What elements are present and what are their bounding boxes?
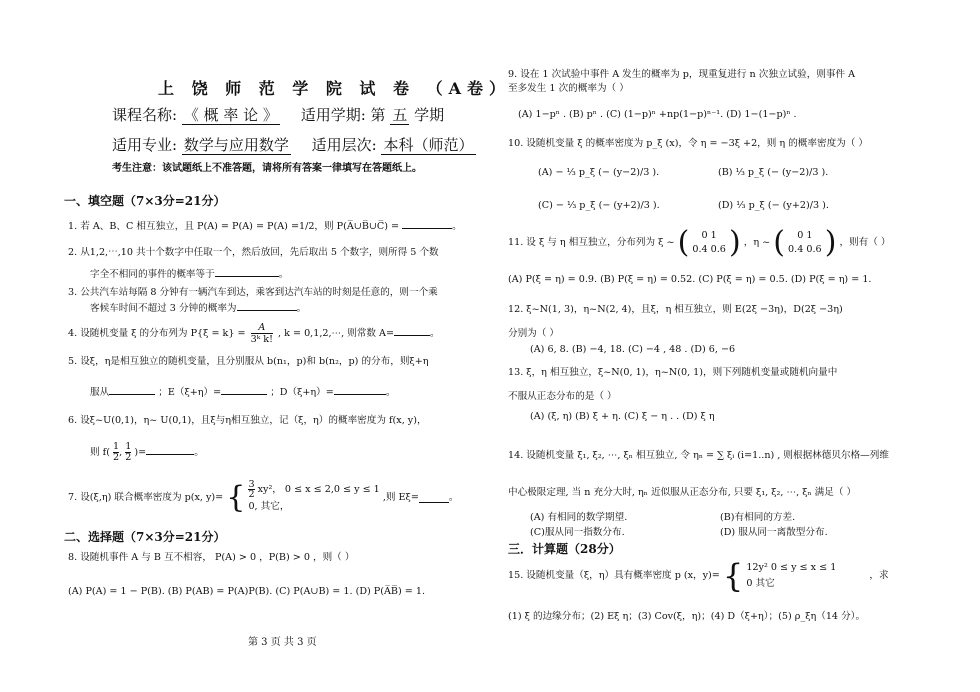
question-13: 13. ξ，η 相互独立，ξ~N(0, 1)，η~N(0, 1)，则下列随机变量或随机向量中 不服从正态分布的是（ ） [508, 367, 838, 402]
page-footer: 第 3 页 共 3 页 [248, 637, 317, 648]
question-3: 3. 公共汽车站每隔 8 分钟有一辆汽车到达，乘客到达汽车站的时刻是任意的，则一个乘 客候车时间不超过 3 分钟的概率为 。 [68, 287, 438, 314]
major-label: 适用专业: [112, 136, 178, 154]
course-value: 《 概 率 论 》 [183, 106, 278, 124]
question-8: 8. 设随机事件 A 与 B 互不相容， P(A) > 0 ，P(B) > 0 ，则（ ） [68, 552, 355, 563]
question-11-options: (A) P(ξ = η) = 0.9. (B) P(ξ = η) = 0.52. (C) P(ξ = η) = 0.5. (D) P(ξ = η) = 1. [508, 274, 872, 285]
question-10-option-a: (A) − ⅓ p_ξ (− (y−2)/3 ). [538, 167, 660, 178]
section-3-heading: 三．计算题（28分） [508, 542, 621, 556]
level-label: 适用层次: [311, 136, 377, 154]
term-label: 适用学期: [300, 106, 366, 124]
question-10-option-c: (C) − ⅓ p_ξ (− (y+2)/3 ). [538, 200, 660, 211]
question-12-options: (A) 6, 8. (B) −4, 18. (C) −4 , 48 . (D) 6, −6 [530, 344, 736, 355]
term-suffix: 学期 [414, 106, 445, 124]
exam-notice: 考生注意：该试题纸上不准答题，请将所有答案一律填写在答题纸上。 [112, 163, 422, 174]
right-column [490, 0, 980, 692]
question-14-option-a: (A) 有相同的数学期望. [530, 512, 628, 523]
section-1-heading: 一、填空题（7×3分=21分） [64, 194, 226, 208]
question-5: 5. 设ξ，η是相互独立的随机变量，且分别服从 b(n₁，p)和 b(n₂，p) 的分布，则ξ+η 服从 ；E（ξ+η）= ；D（ξ+η）= 。 [68, 356, 429, 398]
question-6: 6. 设ξ~U(0,1)，η~ U(0,1)，且ξ与η相互独立，记（ξ，η）的概率密度为 f(x, y)， 则 f( $\frac{1}{2}$ , $\frac{1}{2}$ )= 。 [68, 415, 427, 463]
level-value: 本科（师范） [383, 136, 474, 154]
question-15-parts: (1) ξ 的边缘分布；(2) Eξ η；(3) Cov(ξ，η)；(4) D（ξ+η）；(5) ρ_ξη（14 分）。 [508, 611, 866, 622]
major-line [112, 134, 476, 155]
question-14-option-b: (B)有相同的方差. [720, 512, 796, 523]
question-9: 9. 设在 1 次试验中事件 A 发生的概率为 p，现重复进行 n 次独立试验，则事件 A 至多发生 1 次的概率为（ ） [508, 69, 856, 94]
exam-title: 上 饶 师 范 学 院 试 卷 （A卷） [158, 79, 511, 98]
course-line [112, 104, 444, 125]
question-15: 15. 设随机变量（ξ，η）具有概率密度 p (x，y)= { 12y² 0 ≤ y ≤ x ≤ 1 0 其它 ，求 [508, 557, 889, 595]
question-9-options: (A) 1−pⁿ . (B) pⁿ . (C) (1−p)ⁿ +np(1−p)ⁿ⁻¹. (D) 1−(1−p)ⁿ . [518, 109, 797, 120]
question-8-options: (A) P(A) = 1 − P(B). (B) P(AB) = P(A)P(B). (C) P(A∪B) = 1. (D) P(A̅B̅) = 1. [68, 586, 426, 597]
question-14-cont: 中心极限定理, 当 n 充分大时, ηₙ 近似服从正态分布, 只要 ξ₁, ξ₂, ⋯, ξₙ 满足（ ） [508, 487, 857, 498]
course-label: 课程名称: [112, 106, 178, 124]
term-prefix: 第 [370, 106, 386, 124]
question-13-options: (A) (ξ, η) (B) ξ + η. (C) ξ − η . . (D) ξ η [530, 411, 715, 422]
question-14-option-d: (D) 服从同一离散型分布. [720, 527, 828, 538]
section-2-heading: 二、选择题（7×3分=21分） [64, 530, 226, 544]
question-11: 11. 设 ξ 与 η 相互独立，分布列为 ξ ~ ( 0 1 0.4 0.6 ) ，η ~ ( 0 1 0.4 0.6 ) ，则有（ ） [508, 225, 891, 260]
question-7: 7. 设(ξ,η) 联合概率密度为 p(x, y)= { $\frac{3}{2}$ xy²， 0 ≤ x ≤ 2,0 ≤ y ≤ 1 0, 其它， ,则 Eξ= 。 [68, 479, 459, 515]
question-12: 12. ξ~N(1, 3)，η~N(2, 4)，且ξ，η 相互独立，则 E(2ξ −3η)，D(2ξ −3η) 分别为（ ） [508, 304, 843, 339]
major-value: 数学与应用数学 [183, 136, 289, 154]
question-10-option-d: (D) ⅓ p_ξ (− (y+2)/3 ). [718, 200, 829, 211]
question-14: 14. 设随机变量 ξ₁, ξ₂, ⋯, ξₙ 相互独立, 令 ηₙ = ∑ ξᵢ (i=1..n) , 则根据林德贝尔格—列维 [508, 450, 889, 461]
question-2: 2. 从1,2,⋯,10 共十个数字中任取一个，然后放回，先后取出 5 个数字，则所得 5 个数 字全不相同的事件的概率等于 。 [68, 247, 439, 280]
question-1: 1. 若 A、B、C 相互独立，且 P(A) = P(A) = P(A) =1/2，则 P(A̅∪B̅∪C̅) = 。 [68, 218, 462, 234]
question-4: 4. 设随机变量 ξ 的分布列为 P{ξ = k} = $\frac{A}{\text{3ᵏ k!}}$ , k = 0,1,2,⋯, 则常数 A= 。 [68, 322, 440, 345]
question-10-option-b: (B) ⅓ p_ξ (− (y−2)/3 ). [718, 167, 829, 178]
question-10: 10. 设随机变量 ξ 的概率密度为 p_ξ (x)，令 η = −3ξ +2，则 η 的概率密度为（ ） [508, 138, 869, 149]
term-value: 五 [392, 106, 408, 124]
question-14-option-c: (C)服从同一指数分布. [530, 527, 625, 538]
